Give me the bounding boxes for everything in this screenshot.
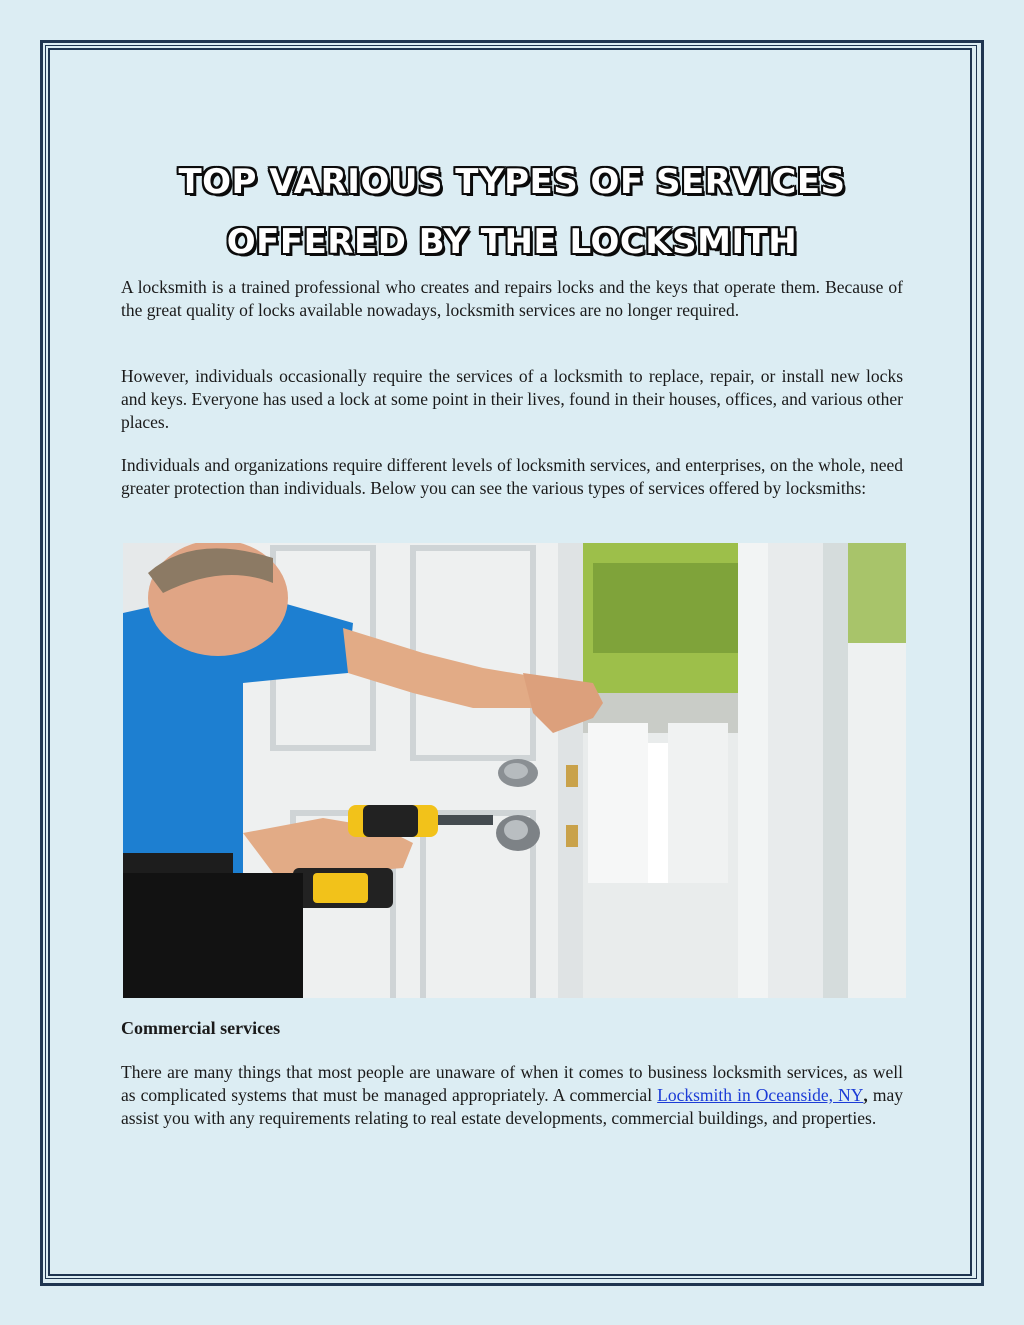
page-title-line2: OFFERED BY THE LOCKSMITH <box>226 222 798 262</box>
commercial-text-end: may assist you with any requirements relating to real estate developments, commercial buildings, and properties. <box>121 1085 903 1128</box>
page-title <box>120 152 904 272</box>
page-title-line1: TOP VARIOUS TYPES OF SERVICES <box>178 162 846 202</box>
commercial-text-start: There are many things that most people are unaware of when it comes to business locksmith services, as well as complicated systems that must be managed appropriately. A commercial <box>121 1062 903 1105</box>
body-paragraph-2: However, individuals occasionally require the services of a locksmith to replace, repair, or install new locks and keys. Everyone has used a lock at some point in their lives, found in their houses, offices, and various other places. <box>121 366 903 432</box>
body-paragraph-3: Individuals and organizations require different levels of locksmith services, and enterprises, on the whole, need greater protection than individuals. Below you can see the various types of services offered by locksmiths: <box>121 455 903 498</box>
link-comma: , <box>863 1085 868 1105</box>
locksmith-photo <box>123 543 906 998</box>
locksmith-oceanside-link[interactable]: Locksmith in Oceanside, NY <box>657 1085 864 1105</box>
intro-paragraph: A locksmith is a trained professional who creates and repairs locks and the keys that operate them. Because of the great quality of locks available nowadays, locksmith services are no longer required. <box>121 277 903 320</box>
commercial-paragraph <box>121 1061 903 1130</box>
section-heading-commercial: Commercial services <box>121 1018 281 1038</box>
